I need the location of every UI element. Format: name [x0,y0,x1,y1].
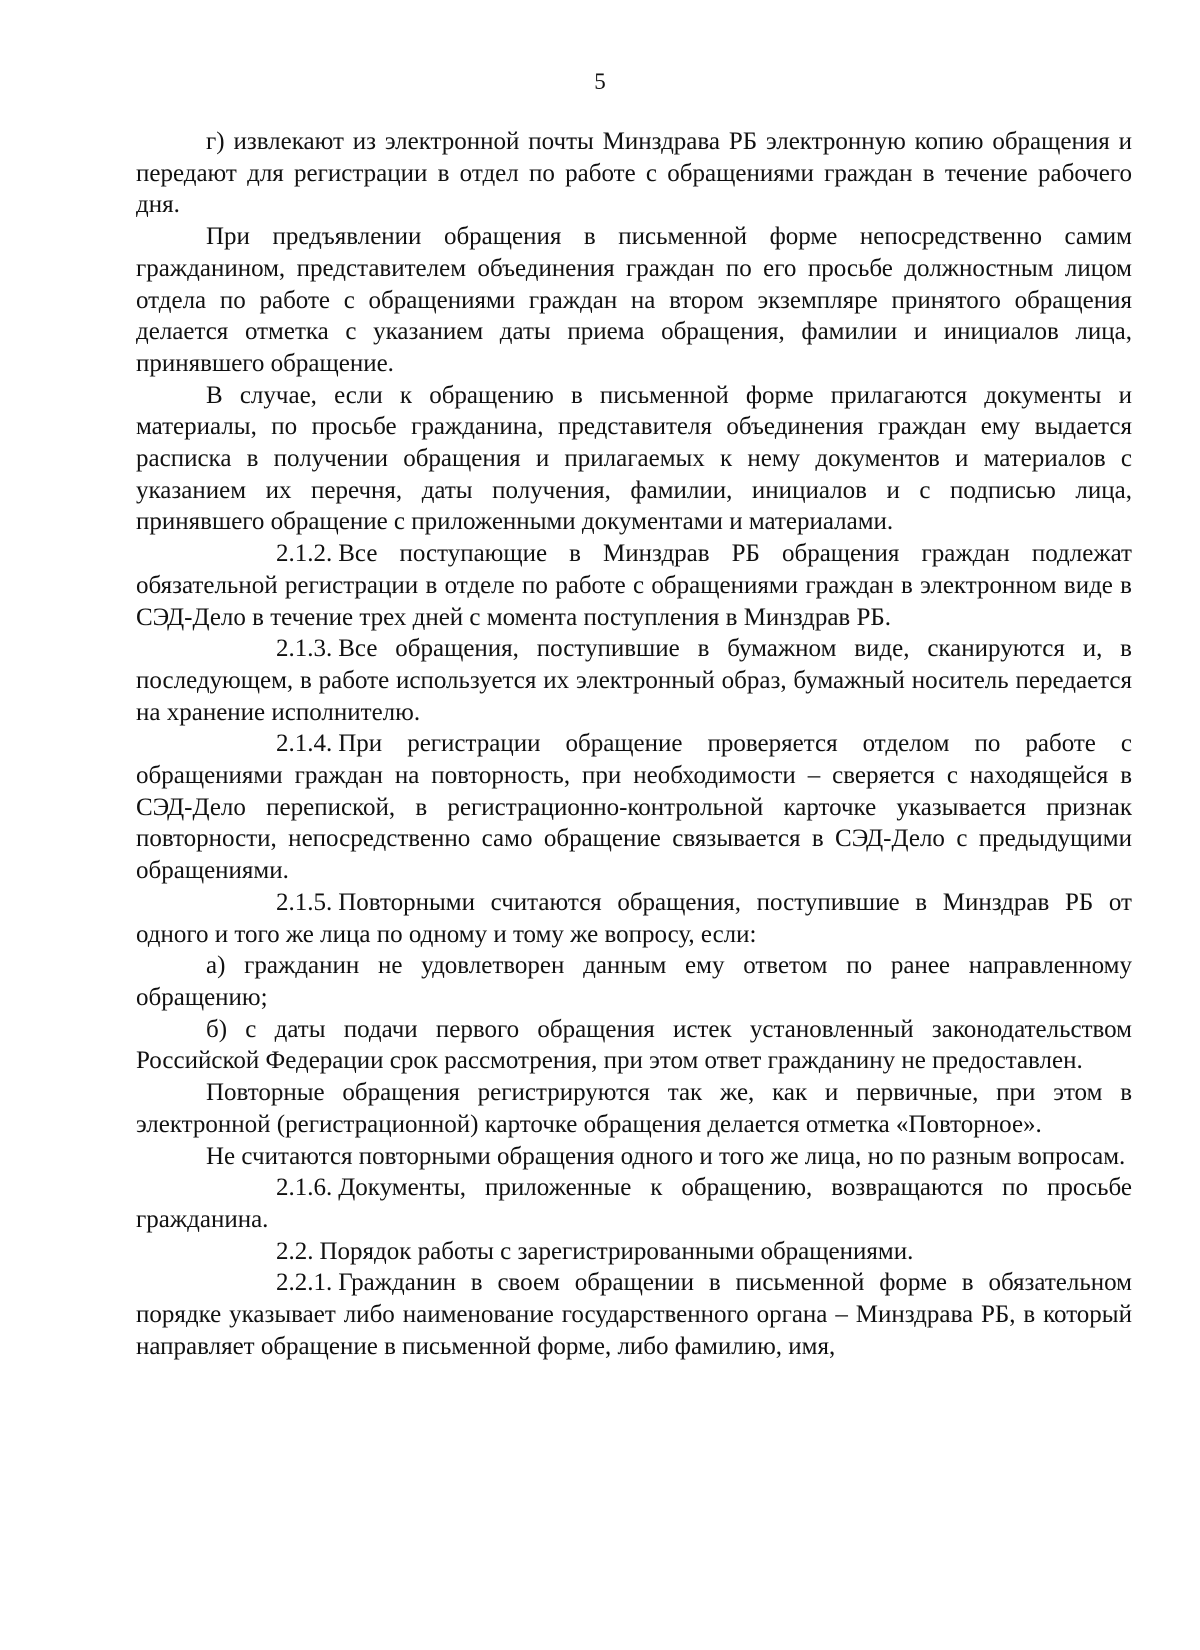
paragraph-8 [136,950,1132,1013]
paragraph-12 [136,1172,1132,1235]
paragraph-text: Все поступающие в Минздрав РБ обращения граждан подлежат обязательной регистрации в отделе по работе с обращениями граждан в электронном виде в СЭД-Дело в течение трех дней с момента поступления в Минздрав РБ. [136,540,1132,631]
paragraph-text: б) с даты подачи первого обращения истек установленный законодательством Российской Федерации срок рассмотрения, при этом ответ гражданину не предоставлен. [136,1015,1132,1075]
paragraph-text: Все обращения, поступившие в бумажном виде, сканируются и, в последующем, в работе используется их электронный образ, бумажный носитель передается на хранение исполнителю. [136,635,1132,726]
paragraph-text: При предъявлении обращения в письменной форме непосредственно самим гражданином, представителем объединения граждан по его просьбе должностным лицом отдела по работе с обращениями граждан на втором экземпляре принятого обращения делается отметка с указанием даты приема обращения, фамилии и инициалов лица, принявшего обращение. [136,223,1132,377]
paragraph-text: а) гражданин не удовлетворен данным ему ответом по ранее направленному обращению; [136,952,1132,1011]
paragraph-9 [136,1014,1132,1077]
clause-number: 2.2.1. [276,1269,333,1297]
clause-number: 2.2. [276,1237,314,1265]
clause-number: 2.1.3. [276,635,333,663]
paragraph-text: Порядок работы с зарегистрированными обращениями. [319,1237,914,1265]
paragraph-6 [136,728,1132,887]
page-number: 5 [594,69,606,94]
paragraph-14 [136,1267,1132,1362]
paragraph-text: Не считаются повторными обращения одного и того же лица, но по разным вопросам. [206,1142,1126,1170]
clause-number: 2.1.2. [276,540,333,568]
paragraph-1 [136,126,1132,221]
paragraph-11 [136,1141,1132,1173]
document-body [136,126,1132,1362]
paragraph-text: г) извлекают из электронной почты Минздрава РБ электронную копию обращения и передают для регистрации в отдел по работе с обращениями граждан в течение рабочего дня. [136,128,1132,219]
paragraph-7 [136,887,1132,950]
clause-number: 2.1.4. [276,730,333,758]
clause-number: 2.1.6. [276,1174,333,1202]
paragraph-10 [136,1077,1132,1140]
paragraph-3 [136,380,1132,539]
paragraph-5 [136,633,1132,728]
clause-number: 2.1.5. [276,888,333,916]
paragraph-text: Повторные обращения регистрируются так же, как и первичные, при этом в электронной (регистрационной) карточке обращения делается отметка «Повторное». [136,1079,1132,1138]
paragraph-text: Документы, приложенные к обращению, возвращаются по просьбе гражданина. [136,1174,1132,1233]
paragraph-2 [136,221,1132,380]
paragraph-text: Повторными считаются обращения, поступившие в Минздрав РБ от одного и того же лица по одному и тому же вопросу, если: [136,888,1132,948]
paragraph-4 [136,538,1132,633]
paragraph-13 [136,1236,1132,1268]
paragraph-text: При регистрации обращение проверяется отделом по работе с обращениями граждан на повторность, при необходимости – сверяется с находящейся в СЭД-Дело перепиской, в регистрационно-контрольной карточке указывается признак повторности, непосредственно само обращение связывается в СЭД-Дело с предыдущими обращениями. [136,730,1132,885]
paragraph-text: Гражданин в своем обращении в письменной форме в обязательном порядке указывает либо наименование государственного органа – Минздрава РБ, в который направляет обращение в письменной форме, либо фамилию, имя, [136,1269,1132,1360]
paragraph-text: В случае, если к обращению в письменной форме прилагаются документы и материалы, по просьбе гражданина, представителя объединения граждан ему выдается расписка в получении обращения и прилагаемых к нему документов и материалов с указанием их перечня, даты получения, фамилии, инициалов и с подписью лица, принявшего обращение с приложенными документами и материалами. [136,381,1132,536]
